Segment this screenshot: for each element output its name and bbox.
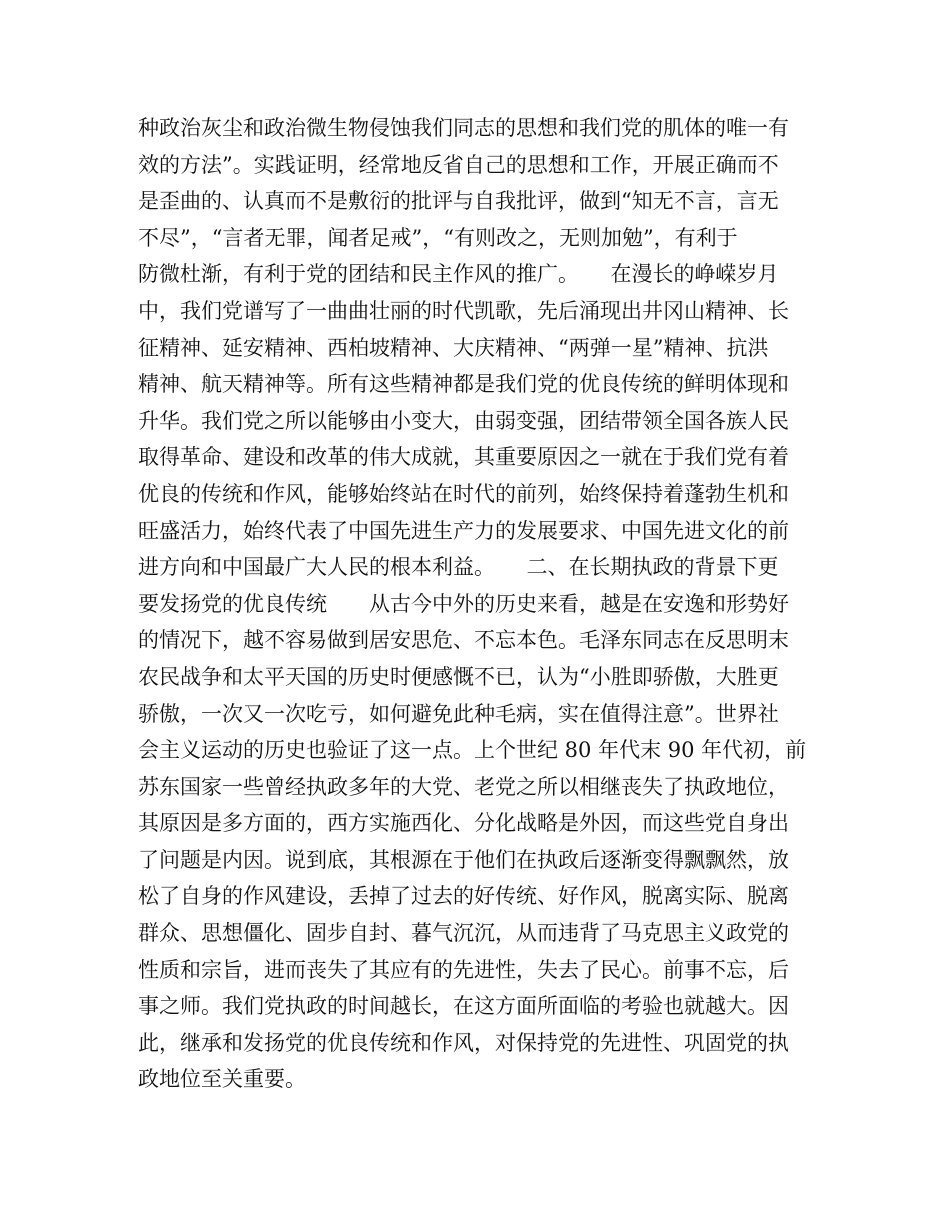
text-line: 其原因是多方面的，西方实施西化、分化战略是外因，而这些党自身出 [138,811,789,836]
text-line: 农民战争和太平天国的历史时便感慨不已，认为“小胜即骄傲，大胜更 [138,664,779,689]
text-line: 效的方法”。实践证明，经常地反省自己的思想和工作，开展正确而不 [138,152,779,177]
text-line: 事之师。我们党执政的时间越长，在这方面所面临的考验也就越大。因 [138,994,789,1019]
text-line: 群众、思想僵化、固步自封、暮气沉沉，从而违背了马克思主义政党的 [138,921,789,946]
text-line: 种政治灰尘和政治微生物侵蚀我们同志的思想和我们党的肌体的唯一有 [138,116,789,140]
text-line: 政地位至关重要。 [138,1067,306,1092]
text-line: 骄傲，一次又一次吃亏，如何避免此种毛病，实在值得注意”。世界社 [138,701,779,726]
text-line: 松了自身的作风建设，丢掉了过去的好传统、好作风，脱离实际、脱离 [138,884,789,909]
text-line: 不尽”，“言者无罪，闻者足戒”，“有则改之，无则加勉”，有利于 [138,225,738,250]
text-line: 升华。我们党之所以能够由小变大，由弱变强，团结带领全国各族人民 [138,408,789,433]
text-line: 性质和宗旨，进而丧失了其应有的先进性，失去了民心。前事不忘，后 [138,957,789,982]
text-line: 防微杜渐，有利于党的团结和民主作风的推广。 在漫长的峥嵘岁月 [138,262,779,287]
text-line: 了问题是内因。说到底，其根源在于他们在执政后逐渐变得飘飘然，放 [138,847,789,872]
body-text [138,110,818,1098]
text-line: 精神、航天精神等。所有这些精神都是我们党的优良传统的鲜明体现和 [138,372,789,397]
text-line: 取得革命、建设和改革的伟大成就，其重要原因之一就在于我们党有着 [138,445,789,470]
text-line: 征精神、延安精神、西柏坡精神、大庆精神、“两弹一星”精神、抗洪 [138,335,769,360]
text-line: 是歪曲的、认真而不是敷衍的批评与自我批评，做到“知无不言，言无 [138,189,779,214]
text-line: 的情况下，越不容易做到居安思危、不忘本色。毛泽东同志在反思明末 [138,628,789,653]
text-line: 苏东国家一些曾经执政多年的大党、老党之所以相继丧失了执政地位， [138,774,789,799]
text-line: 会主义运动的历史也验证了这一点。上个世纪 80 年代末 90 年代初，前 [138,738,807,763]
text-line: 中，我们党谱写了一曲曲壮丽的时代凯歌，先后涌现出井冈山精神、长 [138,298,789,323]
text-line: 进方向和中国最广大人民的根本利益。 二、在长期执政的背景下更 [138,555,779,580]
text-line: 旺盛活力，始终代表了中国先进生产力的发展要求、中国先进文化的前 [138,518,789,543]
text-line: 此，继承和发扬党的优良传统和作风，对保持党的先进性、巩固党的执 [138,1030,789,1055]
text-line: 优良的传统和作风，能够始终站在时代的前列，始终保持着蓬勃生机和 [138,481,789,506]
text-line: 要发扬党的优良传统 从古今中外的历史来看，越是在安逸和形势好 [138,591,789,616]
